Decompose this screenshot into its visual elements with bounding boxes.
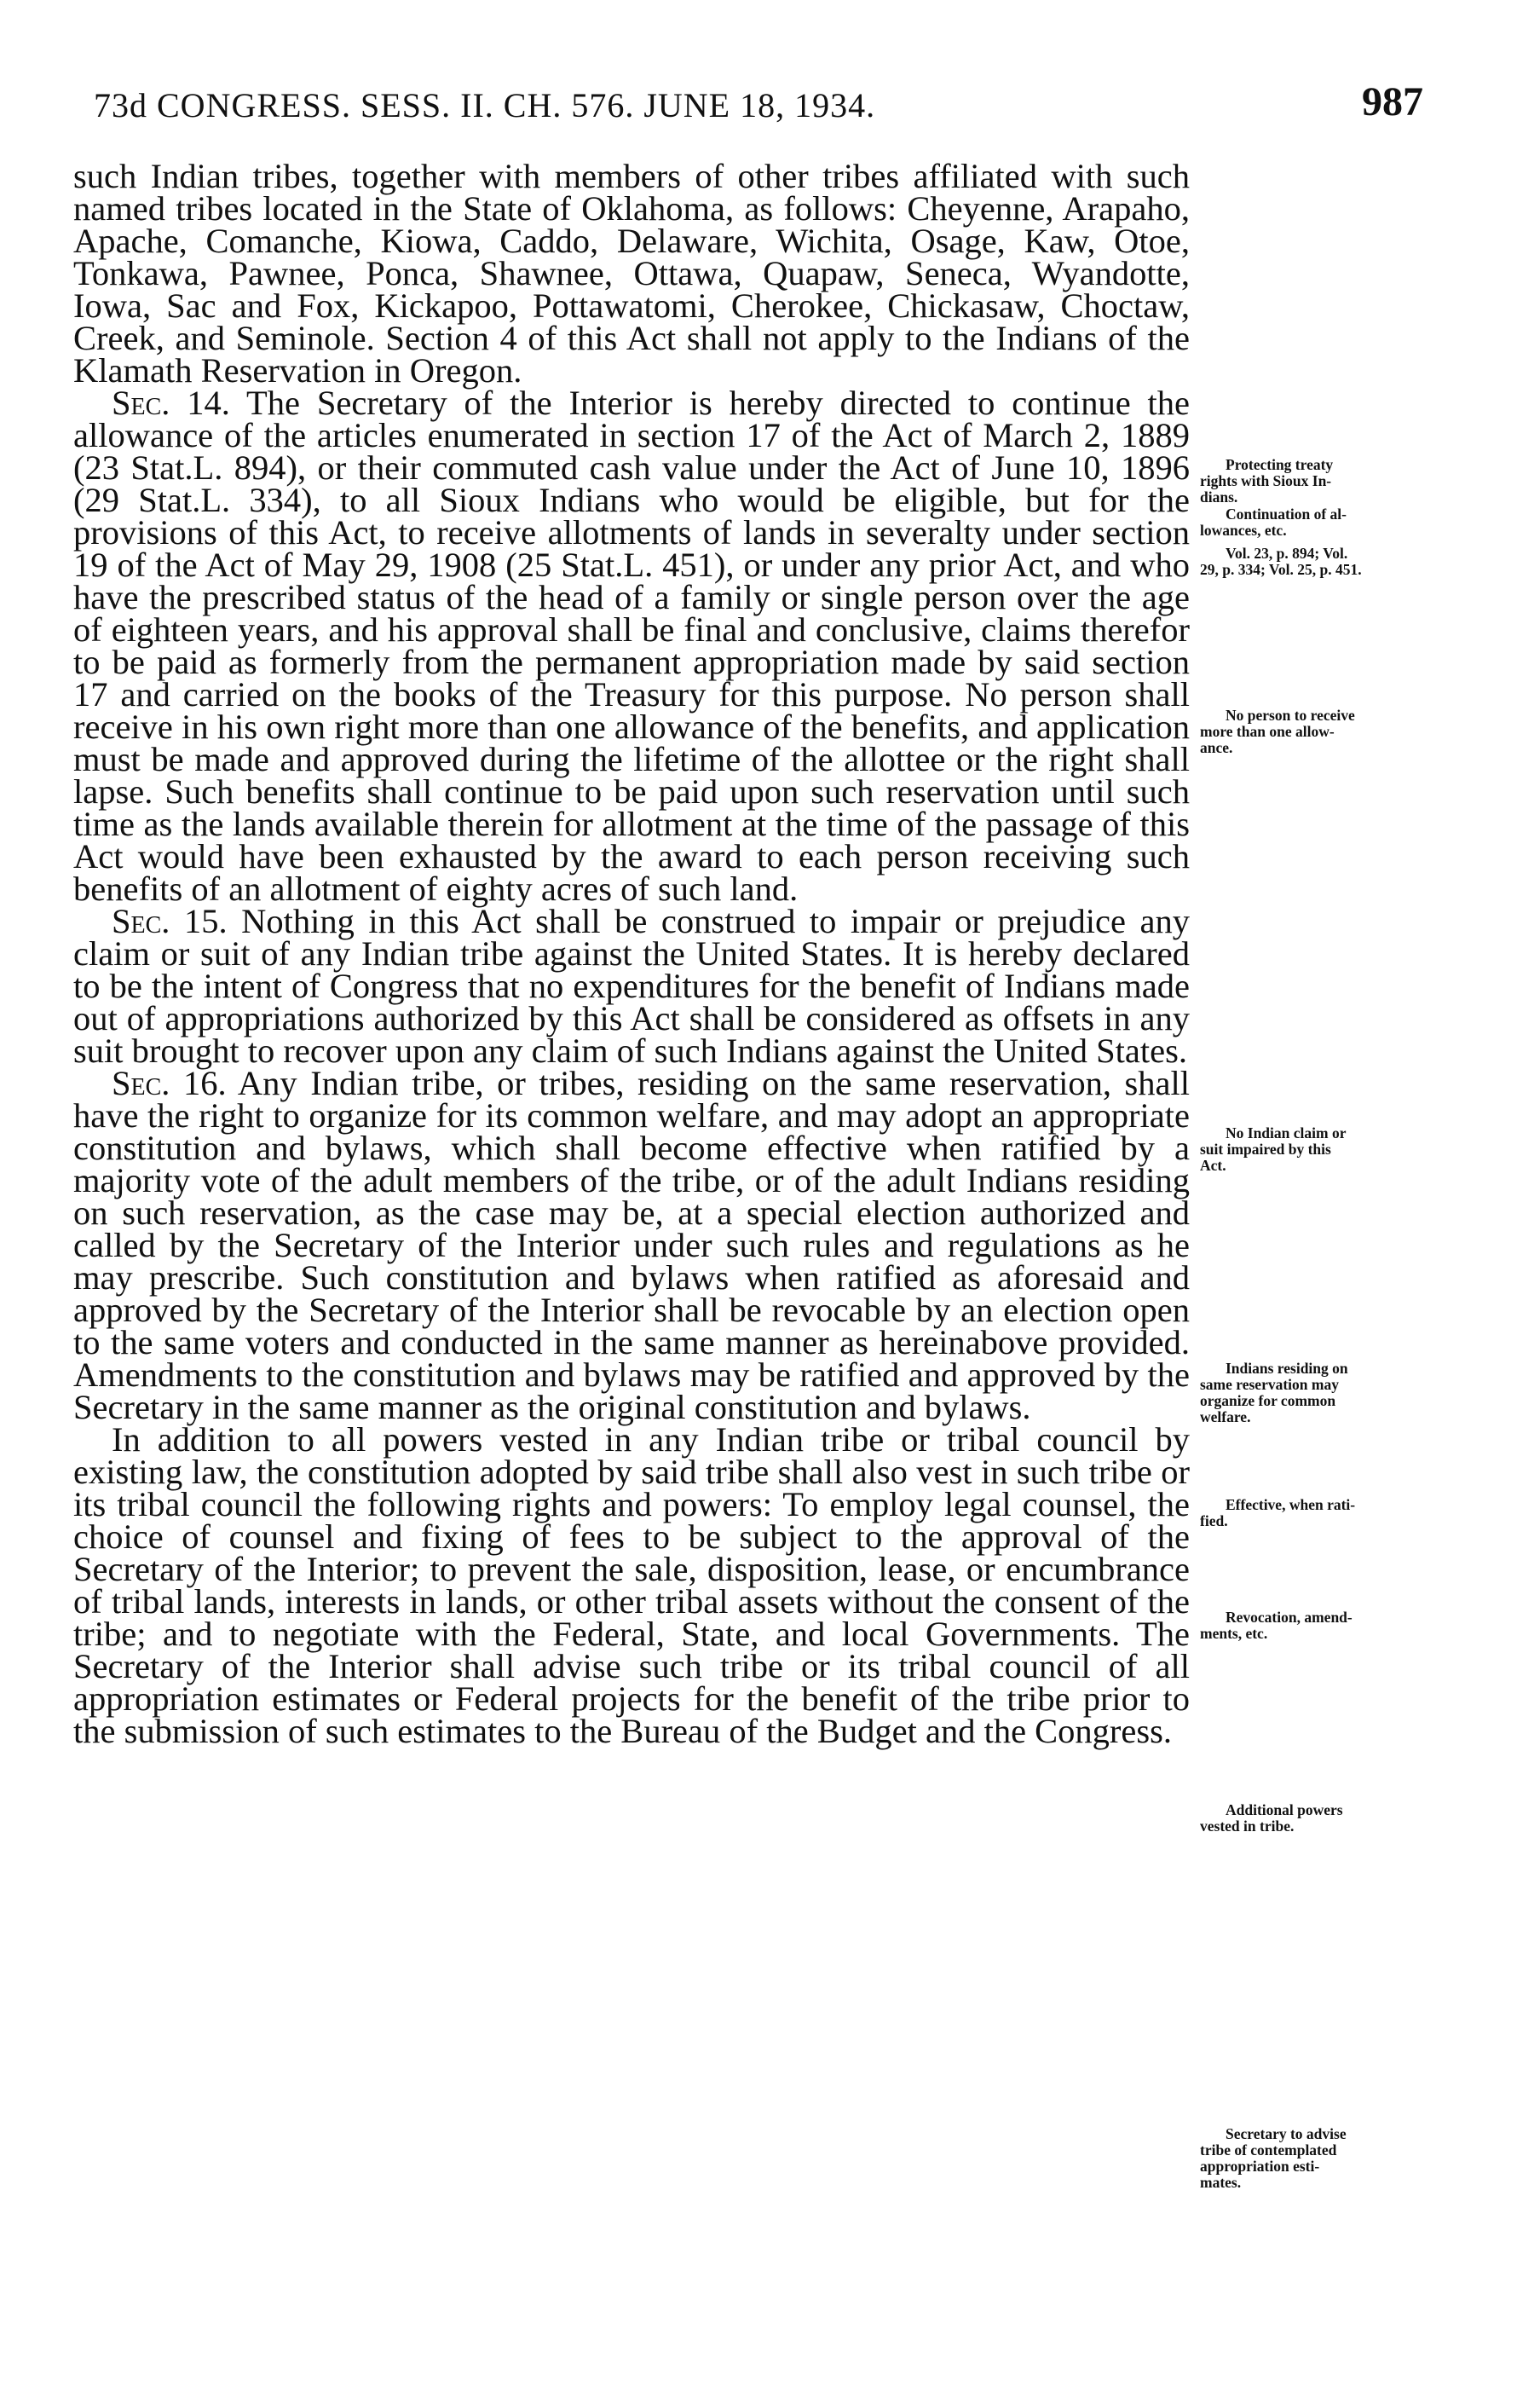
margin-line: rights with Sioux In- (1200, 472, 1332, 489)
margin-line: same reservation may (1200, 1376, 1339, 1393)
margin-line: Continuation of al- (1226, 506, 1347, 523)
section-label-14: Sec. 14. (112, 384, 230, 422)
margin-line: appropriation esti- (1200, 2158, 1320, 2175)
margin-line: more than one allow- (1200, 723, 1335, 740)
paragraph-sec-16 (73, 1064, 1190, 1426)
paragraph-sec-15 (73, 902, 1190, 1070)
margin-line: No person to receive (1226, 707, 1355, 724)
margin-line: tribe of contemplated (1200, 2141, 1337, 2159)
margin-note-revocation (1200, 1609, 1447, 1642)
margin-line: Secretary to advise (1226, 2125, 1347, 2142)
margin-line: lowances, etc. (1200, 522, 1287, 539)
margin-note-no-claim (1200, 1125, 1447, 1174)
margin-note-protecting-rights (1200, 457, 1447, 506)
margin-line: Protecting treaty (1226, 456, 1334, 473)
page-header (94, 79, 1423, 136)
margin-line: Vol. 23, p. 894; Vol. (1226, 545, 1348, 562)
margin-line: dians. (1200, 488, 1238, 506)
margin-line: vested in tribe. (1200, 1818, 1295, 1835)
paragraph-text-sec-15: Nothing in this Act shall be construed to impair or prejudice any claim or suit of any Indian tribe against the United States. It is hereby declared to be the intent of Congress that no expenditures for the benefit of Indians made out of appropriations authorized by this Act shall be considered as offsets in any suit brought to recover upon any claim of such Indians against the United States. (73, 902, 1190, 1070)
main-text (73, 157, 1190, 1750)
margin-line: 29, p. 334; Vol. 25, p. 451. (1200, 561, 1362, 578)
margin-line: organize for common (1200, 1392, 1336, 1409)
paragraph-oklahoma-tribes: such Indian tribes, together with members of other tribes affiliated with such named tribes located in the State of Oklahoma, as follows: Cheyenne, Arapaho, Apache, Comanche, Kiowa, Caddo, Delaware, Wichita, Osage, Kaw, Otoe, Tonkawa, Pawnee, Ponca, Shawnee, Ottawa, Quapaw, Seneca, Wyandotte, Iowa, Sac and Fox, Kickapoo, Pottawatomi, Cherokee, Chickasaw, Choctaw, Creek, and Seminole. Section 4 of this Act shall not apply to the Indians of the Klamath Reservation in Oregon. (73, 157, 1190, 390)
paragraph-additional-powers: In addition to all powers vested in any Indian tribe or tribal council by existing law, the constitution adopted by said tribe shall also vest in such tribe or its tribal council the following rights and powers: To employ legal counsel, the choice of counsel and fixing of fees to be subject to the approval of the Secretary of the Interior; to prevent the sale, disposition, lease, or encumbrance of tribal lands, interests in lands, or other tribal assets without the consent of the tribe; and to negotiate with the Federal, State, and local Governments. The Secretary of the Interior shall advise such tribe or its tribal council of all appropriation estimates or Federal projects for the benefit of the tribe prior to the submission of such estimates to the Bureau of the Budget and the Congress. (73, 1420, 1190, 1750)
paragraph-text-sec-14: The Secretary of the Interior is hereby directed to continue the allowance of the articles enumerated in section 17 of the Act of March 2, 1889 (23 Stat.L. 894), or their commuted cash value under the Act of June 10, 1896 (29 Stat.L. 334), to all Sioux Indians who would be eligible, but for the provisions of this Act, to receive allotments of lands in severalty under section 19 of the Act of May 29, 1908 (25 Stat.L. 451), or under any prior Act, and who have the prescribed status of the head of a family or single person over the age of eighteen years, and his approval shall be final and conclusive, claims therefor to be paid as formerly from the permanent appropriation made by said section 17 and carried on the books of the Treasury for this purpose. No person shall receive in his own right more than one allowance of the benefits, and application must be made and approved during the lifetime of the allottee or the right shall lapse. Such benefits shall continue to be paid upon such reservation until such time as the lands available therein for allotment at the time of the passage of this Act would have been exhausted by the award to each person receiving such benefits of an allotment of eighty acres of such land. (73, 384, 1190, 908)
margin-line: No Indian claim or (1226, 1124, 1347, 1141)
margin-line: Act. (1200, 1157, 1226, 1174)
paragraph-text-sec-16: Any Indian tribe, or tribes, residing on the same reservation, shall have the right to organize for its common welfare, and may adopt an appropriate constitution and bylaws, which shall become effective when ratified by a majority vote of the adult members of the tribe, or of the adult Indians residing on such reservation, as the case may be, at a special election authorized and called by the Secretary of the Interior under such rules and regulations as he may prescribe. Such constitution and bylaws when ratified as aforesaid and approved by the Secretary of the Interior shall be revocable by an election open to the same voters and conducted in the same manner as hereinabove provided. Amendments to the constitution and bylaws may be ratified and approved by the Secretary in the same manner as the original constitution and bylaws. (73, 1064, 1190, 1426)
margin-note-effective (1200, 1497, 1447, 1529)
margin-line: suit impaired by this (1200, 1141, 1331, 1158)
margin-note-organize (1200, 1361, 1447, 1425)
margin-line: ance. (1200, 739, 1233, 756)
page-number: 987 (1362, 79, 1423, 124)
section-label-16: Sec. 16. (112, 1064, 227, 1102)
margin-line: fied. (1200, 1512, 1228, 1529)
section-label-15: Sec. 15. (112, 902, 228, 940)
margin-line: Additional powers (1226, 1801, 1343, 1818)
margin-line: Effective, when rati- (1226, 1496, 1356, 1513)
margin-note-citation (1200, 546, 1447, 578)
margin-note-secretary-advise (1200, 2126, 1447, 2191)
margin-line: ments, etc. (1200, 1625, 1268, 1642)
margin-line: welfare. (1200, 1408, 1251, 1425)
running-head: 73d CONGRESS. SESS. II. CH. 576. JUNE 18, 1934. (94, 86, 876, 124)
margin-line: mates. (1200, 2174, 1242, 2191)
paragraph-sec-14 (73, 384, 1190, 908)
margin-line: Indians residing on (1226, 1360, 1348, 1377)
margin-note-additional-powers (1200, 1802, 1447, 1835)
margin-note-continuation (1200, 506, 1447, 539)
margin-line: Revocation, amend- (1226, 1609, 1353, 1626)
margin-note-no-person (1200, 708, 1447, 756)
